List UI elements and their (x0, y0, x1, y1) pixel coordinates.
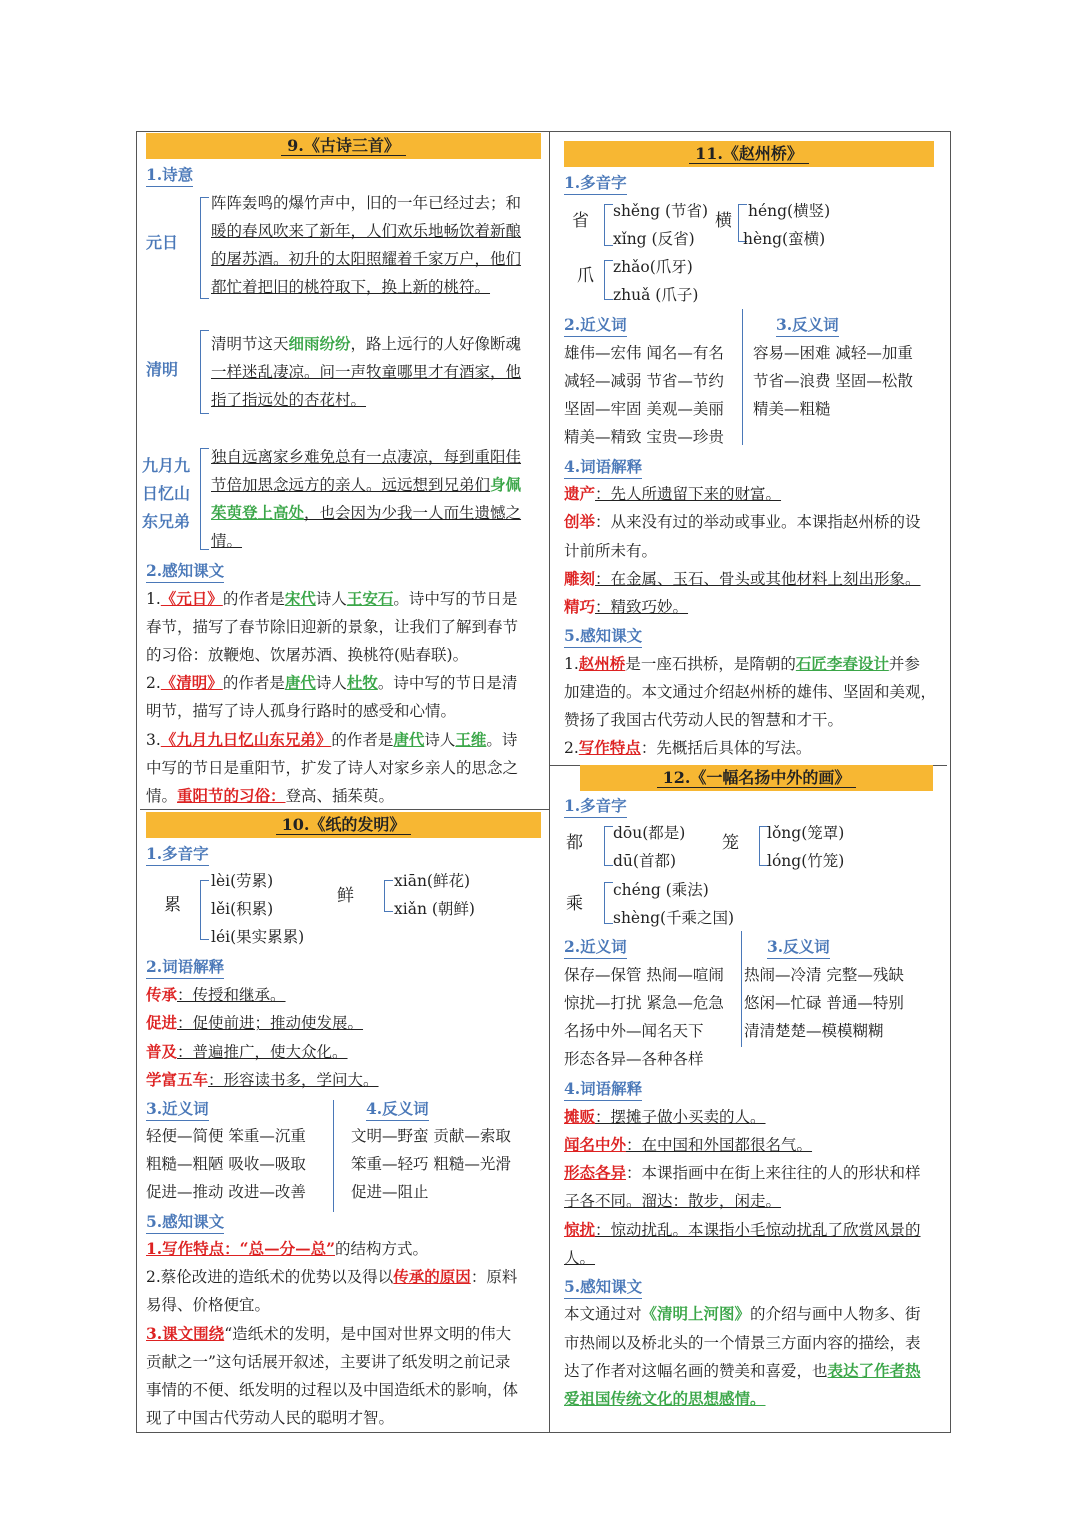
lesson10-ant2: 笨重—轻巧 粗糙—光滑 (351, 1155, 511, 1173)
lesson10-sec5: 5.感知课文 (146, 1211, 224, 1234)
lesson10-sec4: 4.反义词 (366, 1098, 429, 1121)
lesson12-sec3: 3.反义词 (767, 936, 830, 959)
lesson10-word4: 学富五车：形容读书多，学问大。 (146, 1070, 379, 1089)
lesson12-p-line3: 达了作者对这幅名画的赞美和喜爱，也表达了作者热 (564, 1361, 921, 1380)
char-lei-r2: lěi(积累) (211, 900, 274, 918)
lesson12-sec5: 5.感知课文 (564, 1276, 642, 1299)
lesson10-q3-line3: 事情的不便、纸发明的过程以及中国造纸术的影响，体 (146, 1381, 519, 1399)
lesson10-word3: 普及：普遍推广，使大众化。 (146, 1042, 348, 1061)
lesson11-sec3: 3.反义词 (776, 314, 839, 337)
char-zhua-brace (604, 260, 613, 300)
lesson10-syn2: 粗糙—粗陋 吸收—吸取 (146, 1155, 306, 1173)
poem1-brace (200, 197, 209, 299)
lesson10-syn1: 轻便—简便 笨重—沉重 (146, 1127, 306, 1145)
char-zhua-r1: zhǎo(爪牙) (613, 258, 693, 276)
lesson11-word3: 雕刻：在金属、玉石、骨头或其他材料上刻出形象。 (564, 569, 921, 588)
poem3-line1: 独自远离家乡难免总有一点凄凉，每到重阳佳 (211, 448, 522, 466)
char-xian-brace (384, 880, 393, 912)
lesson12-sec1: 1.多音字 (564, 795, 627, 818)
lesson11-word2: 创举：从来没有过的举动或事业。本课指赵州桥的设 (564, 512, 921, 531)
lesson11-word4: 精巧：精致巧妙。 (564, 597, 689, 616)
poem1-line4: 都忙着把旧的桃符取下，换上新的桃符。 (211, 278, 491, 296)
char-sheng-brace (604, 204, 613, 246)
lesson12-ant2: 悠闲—忙碌 普通—特别 (744, 994, 904, 1012)
char-long-r1: lǒng(笼罩) (767, 824, 845, 842)
lesson10-word1: 传承：传授和继承。 (146, 985, 286, 1004)
lesson12-p-line2: 市热闹以及桥北头的一个情景三方面内容的描绘，表 (564, 1334, 921, 1352)
lesson12-syn4: 形态各异—各种各样 (564, 1050, 704, 1068)
column-divider (549, 131, 550, 1433)
lesson11-word2-cont: 计前所未有。 (564, 542, 658, 560)
char-dou-r1: dōu(都是) (613, 824, 686, 842)
char-cheng-r2: shèng(千乘之国) (613, 909, 735, 927)
lesson11-syn-ant-divider (742, 309, 743, 445)
lesson11-sec1: 1.多音字 (564, 172, 627, 195)
lesson10-q1: 1.写作特点：“总—分—总”的结构方式。 (146, 1239, 429, 1258)
poem1-name: 元日 (146, 233, 179, 252)
lesson12-syn2: 惊扰—打扰 紧急—危急 (564, 994, 724, 1012)
lesson9-p2-line2: 明节，描写了诗人孤身行路时的感受和心情。 (146, 702, 457, 720)
char-heng-r2: hèng(蛮横) (743, 230, 826, 248)
lesson10-q2-line1: 2.蔡伦改进的造纸术的优势以及得以传承的原因：原料 (146, 1267, 518, 1286)
lesson10-sec2: 2.词语解释 (146, 956, 224, 979)
lesson11-p2: 2.写作特点：先概括后具体的写法。 (564, 738, 812, 757)
lesson12-word3-cont: 子各不同。溜达：散步，闲走。 (564, 1192, 782, 1210)
lesson9-p3-line2: 中写的节日是重阳节，扩发了诗人对家乡亲人的思念之 (146, 759, 519, 777)
lesson11-sec2: 2.近义词 (564, 314, 627, 337)
lesson11-syn1: 雄伟—宏伟 闻名—有名 (564, 344, 724, 362)
lesson10-title: 10.《纸的发明》 (146, 812, 541, 838)
lesson10-q2-line2: 易得、价格便宜。 (146, 1296, 271, 1314)
lesson11-p1-line3: 赞扬了我国古代劳动人民的智慧和才干。 (564, 711, 844, 729)
char-dou-brace (604, 826, 613, 866)
lesson12-title: 12.《一幅名扬中外的画》 (580, 765, 933, 791)
char-lei-r3: léi(果实累累) (211, 928, 305, 946)
lesson11-ant1: 容易—困难 减轻—加重 (753, 344, 913, 362)
poem2-line3: 指了指远处的杏花村。 (211, 391, 367, 409)
lesson9-sec2: 2.感知课文 (146, 560, 224, 583)
lesson12-syn1: 保存—保管 热闹—喧闹 (564, 966, 724, 984)
lesson9-p1-line1: 1.《元日》的作者是宋代诗人王安石。诗中写的节日是 (146, 589, 518, 608)
lesson10-syn-ant-divider (333, 1100, 334, 1212)
char-dou: 都 (566, 833, 583, 853)
char-heng-r1: héng(横竖) (748, 202, 831, 220)
lesson12-word3: 形态各异：本课指画中在街上来往往的人的形状和样 (564, 1163, 921, 1182)
lesson11-ant3: 精美—粗糙 (753, 400, 831, 418)
char-xian: 鲜 (337, 886, 354, 906)
poem1-line1: 阵阵轰鸣的爆竹声中，旧的一年已经过去；和 (211, 194, 522, 212)
lesson11-syn4: 精美—精致 宝贵—珍贵 (564, 428, 724, 446)
poem3-line4: 情。 (211, 532, 243, 550)
lesson11-p1-line1: 1.赵州桥是一座石拱桥，是隋朝的石匠李春设计并参 (564, 654, 920, 673)
lesson10-ant1: 文明—野蛮 贡献—索取 (351, 1127, 511, 1145)
lesson11-syn3: 坚固—牢固 美观—美丽 (564, 400, 724, 418)
char-long: 笼 (722, 833, 739, 853)
lesson11-sec4: 4.词语解释 (564, 456, 642, 479)
lesson9-title: 9.《古诗三首》 (146, 133, 541, 159)
lesson10-ant3: 促进—阻止 (351, 1183, 429, 1201)
lesson9-sec1: 1.诗意 (146, 164, 193, 187)
char-cheng: 乘 (566, 894, 583, 914)
lesson10-q3-line1: 3.课文围绕“造纸术的发明，是中国对世界文明的伟大 (146, 1324, 512, 1343)
poem3-name-1: 九月九 (142, 456, 191, 475)
poem1-line2: 暖的春风吹来了新年，人们欢乐地畅饮着新酿 (211, 222, 522, 240)
lesson12-sec4: 4.词语解释 (564, 1078, 642, 1101)
lesson10-word2: 促进：促使前进；推动使发展。 (146, 1013, 364, 1032)
char-sheng-r1: shěng (节省) (613, 202, 709, 220)
char-zhua-r2: zhuǎ (爪子) (613, 286, 699, 304)
poem2-line2: 一样迷乱凄凉。问一声牧童哪里才有酒家，他 (211, 363, 522, 381)
poem3-name-3: 东兄弟 (142, 512, 191, 531)
lesson10-q3-line4: 现了中国古代劳动人民的聪明才智。 (146, 1409, 395, 1427)
lesson9-p1-line2: 春节，描写了春节除旧迎新的景象，让我们了解到春节 (146, 618, 519, 636)
poem3-line3: 茱萸登上高处，也会因为少我一人而生遗憾之 (211, 503, 522, 522)
char-lei: 累 (164, 895, 181, 915)
lesson12-word4-cont: 人。 (564, 1249, 596, 1267)
lesson9-p2-line1: 2.《清明》的作者是唐代诗人杜牧。诗中写的节日是清 (146, 673, 518, 692)
poem1-line3: 的屠苏酒。初升的太阳照耀着千家万户，他们 (211, 250, 522, 268)
lesson12-word2: 闻名中外：在中国和外国都很名气。 (564, 1135, 813, 1154)
lesson10-q3-line2: 贡献之一”这句话展开叙述，主要讲了纸发明之前记录 (146, 1353, 511, 1371)
lesson11-p1-line2: 加建造的。本文通过介绍赵州桥的雄伟、坚固和美观， (564, 683, 937, 701)
lesson10-sec1: 1.多音字 (146, 843, 209, 866)
lesson9-p3-line3: 情。重阳节的习俗：登高、插茱萸。 (146, 786, 395, 805)
lesson12-ant3: 清清楚楚—模模糊糊 (744, 1022, 884, 1040)
char-long-r2: lóng(竹笼) (767, 852, 845, 870)
lesson10-sec3: 3.近义词 (146, 1098, 209, 1121)
poem3-name-2: 日忆山 (142, 484, 191, 503)
lesson12-word1: 摊贩：摆摊子做小买卖的人。 (564, 1107, 766, 1126)
lesson12-ant1: 热闹—冷清 完整—残缺 (744, 966, 904, 984)
char-heng: 横 (715, 211, 732, 231)
lesson12-syn-ant-divider (741, 931, 742, 1047)
char-cheng-r1: chéng (乘法) (613, 881, 709, 899)
lesson12-sec2: 2.近义词 (564, 936, 627, 959)
lesson11-sec5: 5.感知课文 (564, 625, 642, 648)
lesson12-word4: 惊扰：惊动扰乱。本课指小毛惊动扰乱了欣赏风景的 (564, 1220, 921, 1239)
lesson11-syn2: 减轻—减弱 节省—节约 (564, 372, 724, 390)
lesson12-p-line4: 爱祖国传统文化的思想感情。 (564, 1389, 766, 1408)
char-zhua: 爪 (577, 266, 594, 286)
char-xian-r2: xiǎn (朝鲜) (394, 900, 475, 918)
lesson11-title: 11.《赵州桥》 (564, 141, 934, 167)
char-lei-brace (200, 880, 209, 940)
poem3-brace (200, 448, 209, 550)
poem2-name: 清明 (146, 360, 179, 379)
lesson9-p3-line1: 3.《九月九日忆山东兄弟》的作者是唐代诗人王维。诗 (146, 730, 518, 749)
char-dou-r2: dū(首都) (613, 852, 676, 870)
lesson12-p-line1: 本文通过对《清明上河图》的介绍与画中人物多、街 (564, 1304, 921, 1323)
char-cheng-brace (604, 882, 613, 924)
char-lei-r1: lèi(劳累) (211, 872, 274, 890)
lesson10-syn3: 促进—推动 改进—改善 (146, 1183, 306, 1201)
lesson-separator-left (140, 809, 549, 810)
char-xian-r1: xiān(鲜花) (394, 872, 471, 890)
lesson11-ant2: 节省—浪费 坚固—松散 (753, 372, 913, 390)
lesson12-syn3: 名扬中外—闻名天下 (564, 1022, 704, 1040)
poem2-brace (200, 330, 209, 414)
lesson9-p1-line3: 的习俗：放鞭炮、饮屠苏酒、换桃符(贴春联)。 (146, 646, 469, 664)
char-sheng-r2: xǐng (反省) (613, 230, 695, 248)
char-sheng: 省 (572, 211, 589, 231)
lesson11-word1: 遗产：先人所遗留下来的财富。 (564, 484, 782, 503)
poem2-line1: 清明节这天细雨纷纷，路上远行的人好像断魂 (211, 334, 522, 353)
poem3-line2: 节倍加思念远方的亲人。远远想到兄弟们身佩 (211, 475, 522, 494)
